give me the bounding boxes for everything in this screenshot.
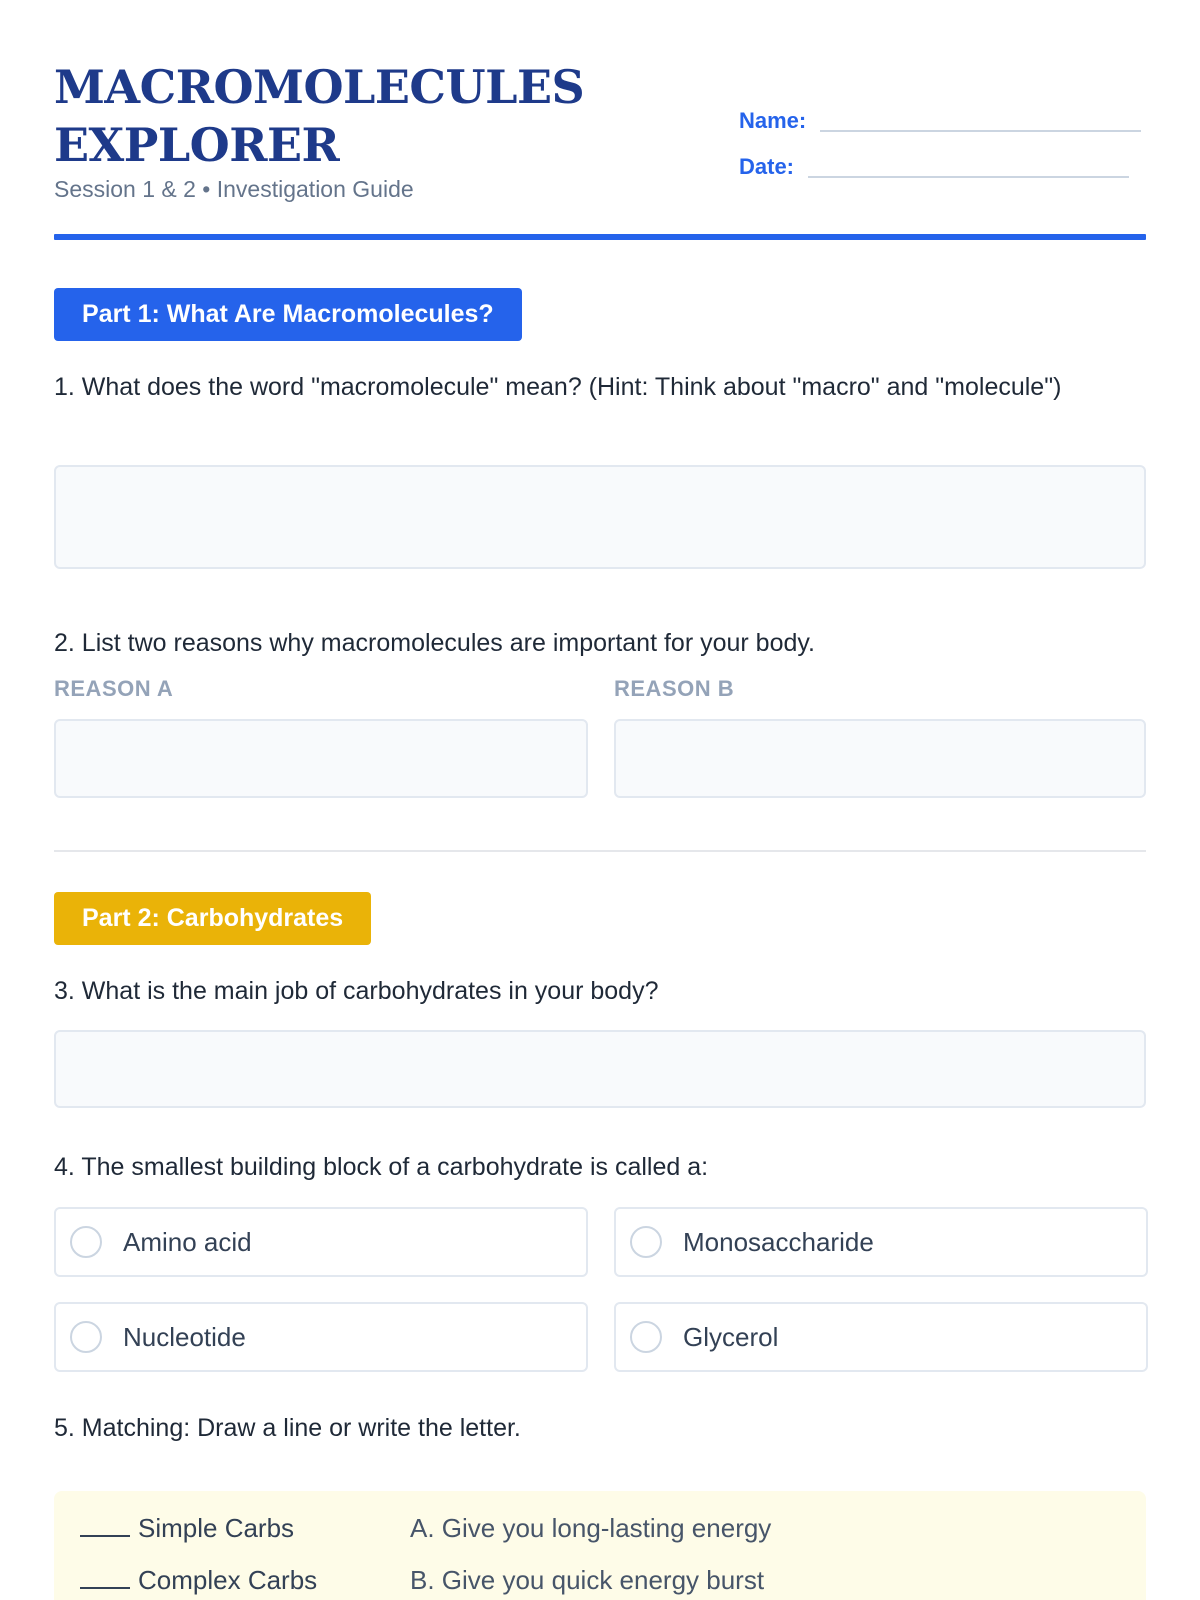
worksheet-title (54, 58, 614, 174)
question-4: 4. The smallest building block of a carbohydrate is called a: (54, 1153, 709, 1181)
option-label: Monosaccharide (683, 1226, 874, 1257)
date-row (739, 134, 1146, 180)
matching-term: Simple Carbs (138, 1513, 295, 1543)
header (54, 58, 1146, 242)
option-monosaccharide[interactable] (614, 1207, 1148, 1277)
question-3: 3. What is the main job of carbohydrates in your body? (54, 977, 659, 1005)
date-field[interactable] (808, 176, 1129, 178)
name-label: Name: (739, 108, 807, 133)
option-label: Nucleotide (123, 1321, 246, 1352)
answer-blank[interactable] (80, 1585, 130, 1589)
worksheet-subtitle: Session 1 & 2 • Investigation Guide (54, 176, 414, 202)
radio-button[interactable] (630, 1321, 662, 1353)
option-nucleotide[interactable] (54, 1302, 588, 1372)
matching-definition: A. Give you long-lasting energy (410, 1513, 772, 1543)
radio-button[interactable] (70, 1321, 102, 1353)
title-line-1: MACROMOLECULES (54, 60, 585, 114)
radio-button[interactable] (630, 1226, 662, 1258)
part2-badge: Part 2: Carbohydrates (54, 892, 371, 945)
reason-b-answer-box[interactable] (614, 719, 1146, 798)
answer-blank[interactable] (80, 1533, 130, 1537)
student-info (739, 88, 1146, 180)
date-label: Date: (739, 154, 795, 179)
question-3-answer-box[interactable] (54, 1030, 1146, 1108)
option-label: Amino acid (123, 1226, 252, 1257)
matching-box (54, 1491, 1146, 1600)
question-5: 5. Matching: Draw a line or write the letter. (54, 1414, 521, 1442)
title-line-2: EXPLORER (54, 118, 340, 172)
section-divider (54, 850, 1146, 852)
matching-term: Complex Carbs (138, 1565, 318, 1595)
radio-button[interactable] (70, 1226, 102, 1258)
option-label: Glycerol (683, 1321, 779, 1352)
question-1: 1. What does the word "macromolecule" mean? (Hint: Think about "macro" and "molecule") (54, 373, 1062, 401)
reason-b-label: REASON B (614, 676, 735, 701)
name-row (739, 88, 1146, 134)
option-amino-acid[interactable] (54, 1207, 588, 1277)
reason-a-label: REASON A (54, 676, 174, 701)
part1-badge: Part 1: What Are Macromolecules? (54, 288, 522, 341)
header-divider (54, 234, 1146, 240)
matching-row (80, 1565, 317, 1596)
option-glycerol[interactable] (614, 1302, 1148, 1372)
name-field[interactable] (820, 130, 1141, 132)
question-1-answer-box[interactable] (54, 465, 1146, 569)
matching-definition: B. Give you quick energy burst (410, 1565, 765, 1595)
reason-a-answer-box[interactable] (54, 719, 588, 798)
worksheet-page (54, 0, 1146, 1600)
matching-row (80, 1513, 294, 1544)
question-2: 2. List two reasons why macromolecules are important for your body. (54, 629, 815, 657)
